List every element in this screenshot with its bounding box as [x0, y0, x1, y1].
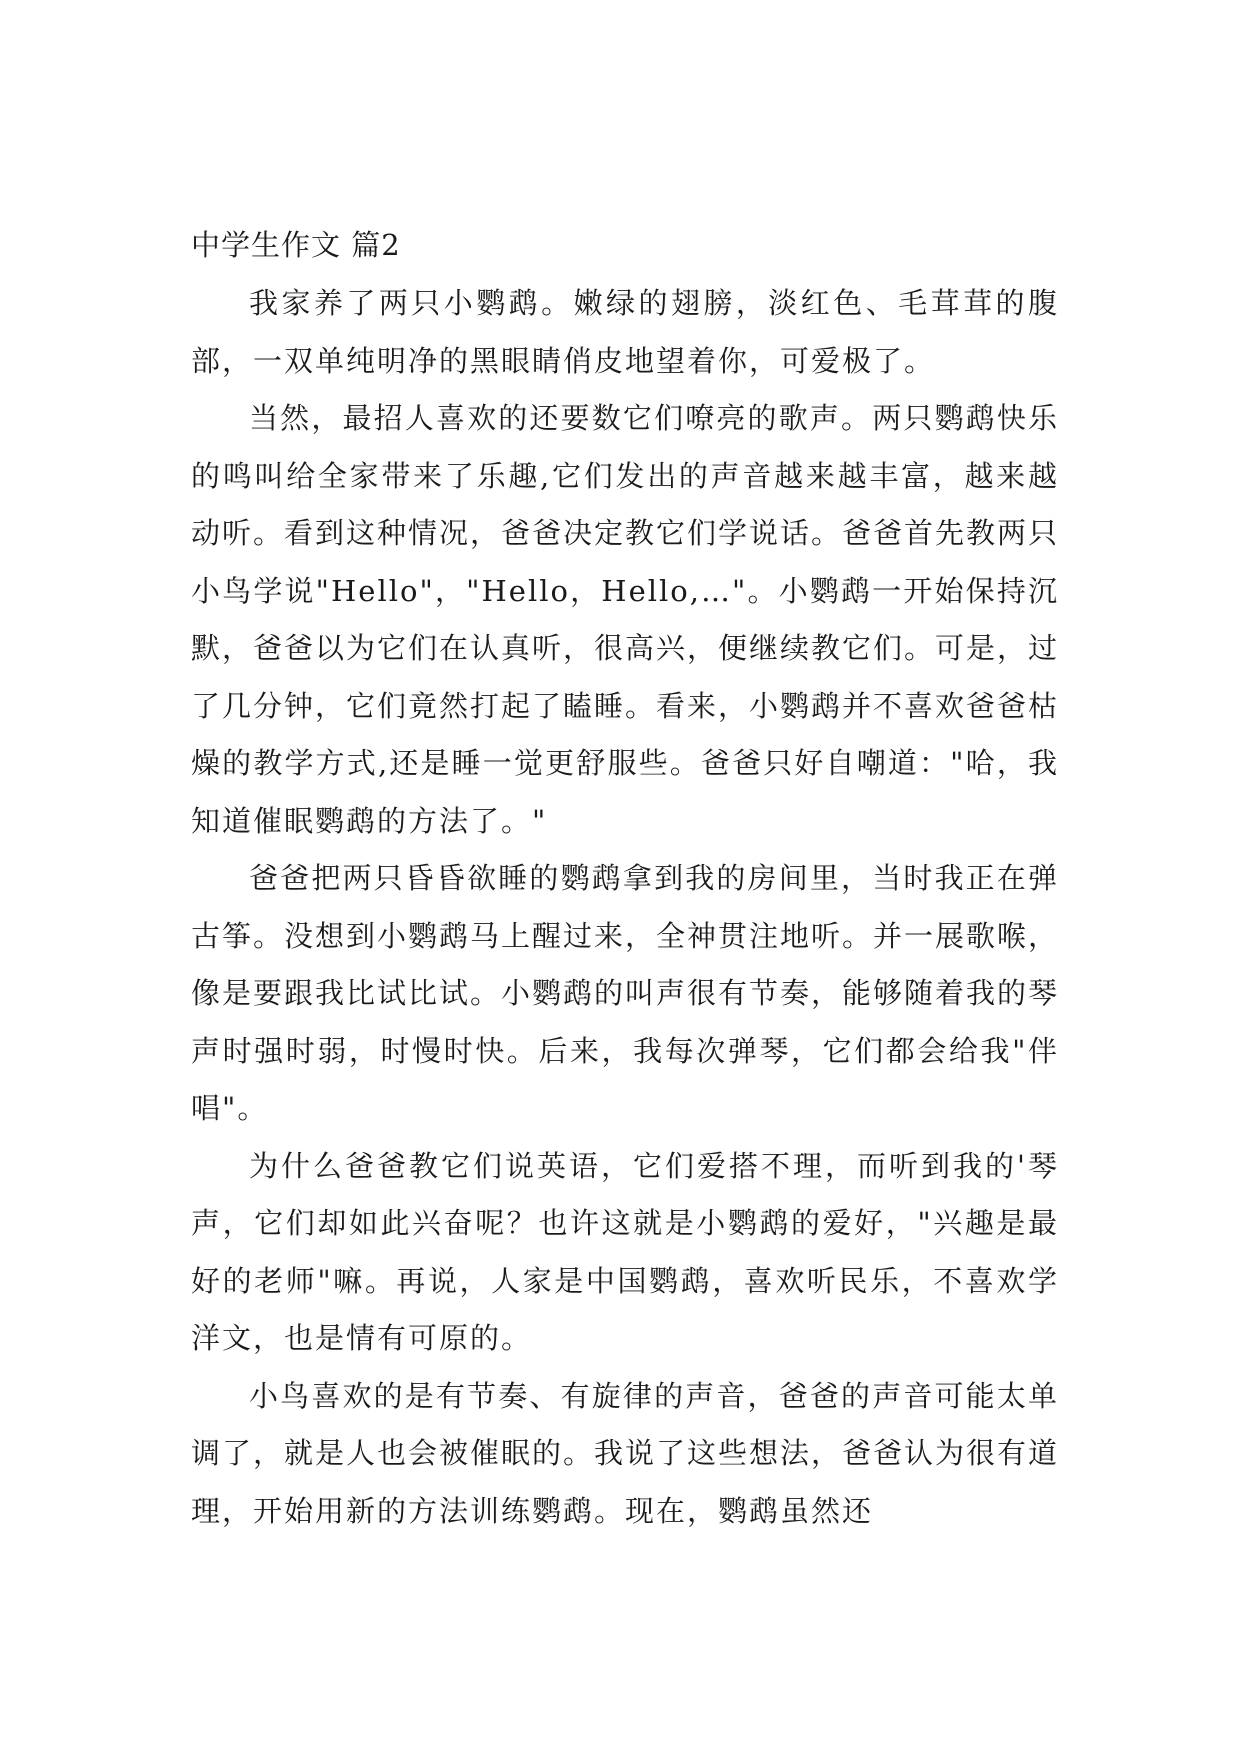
paragraph-3: 爸爸把两只昏昏欲睡的鹦鹉拿到我的房间里，当时我正在弹古筝。没想到小鹦鹉马上醒过来，全神贯注地听。并一展歌喉，像是要跟我比试比试。小鹦鹉的叫声很有节奏，能够随着我的琴声时强时弱，时慢时快。后来，我每次弹琴，它们都会给我"伴唱"。 — [191, 861, 1060, 1125]
essay-heading: 中学生作文 篇2 — [191, 228, 401, 262]
paragraph-4: 为什么爸爸教它们说英语，它们爱搭不理，而听到我的'琴声，它们却如此兴奋呢？也许这就是小鹦鹉的爱好，"兴趣是最好的老师"嘛。再说，人家是中国鹦鹉，喜欢听民乐，不喜欢学洋文，也是情有可原的。 — [191, 1148, 1059, 1355]
paragraph-1: 我家养了两只小鹦鹉。嫩绿的翅膀，淡红色、毛茸茸的腹部，一双单纯明净的黑眼睛俏皮地望着你，可爱极了。 — [191, 286, 1059, 378]
paragraph-5: 小鸟喜欢的是有节奏、有旋律的声音，爸爸的声音可能太单调了，就是人也会被催眠的。我说了这些想法，爸爸认为很有道理，开始用新的方法训练鹦鹉。现在，鹦鹉虽然还 — [191, 1378, 1060, 1528]
document-body — [191, 222, 1059, 1540]
paragraph-2: 当然，最招人喜欢的还要数它们嘹亮的歌声。两只鹦鹉快乐的鸣叫给全家带来了乐趣,它们发出的声音越来越丰富，越来越动听。看到这种情况，爸爸决定教它们学说话。爸爸首先教两只小鸟学说"Hello"，"Hello，Hello,…"。小鹦鹉一开始保持沉默，爸爸以为它们在认真听，很高兴，便继续教它们。可是，过了几分钟，它们竟然打起了瞌睡。看来，小鹦鹉并不喜欢爸爸枯燥的教学方式,还是睡一觉更舒服些。爸爸只好自嘲道："哈，我知道催眠鹦鹉的方法了。" — [191, 401, 1060, 838]
